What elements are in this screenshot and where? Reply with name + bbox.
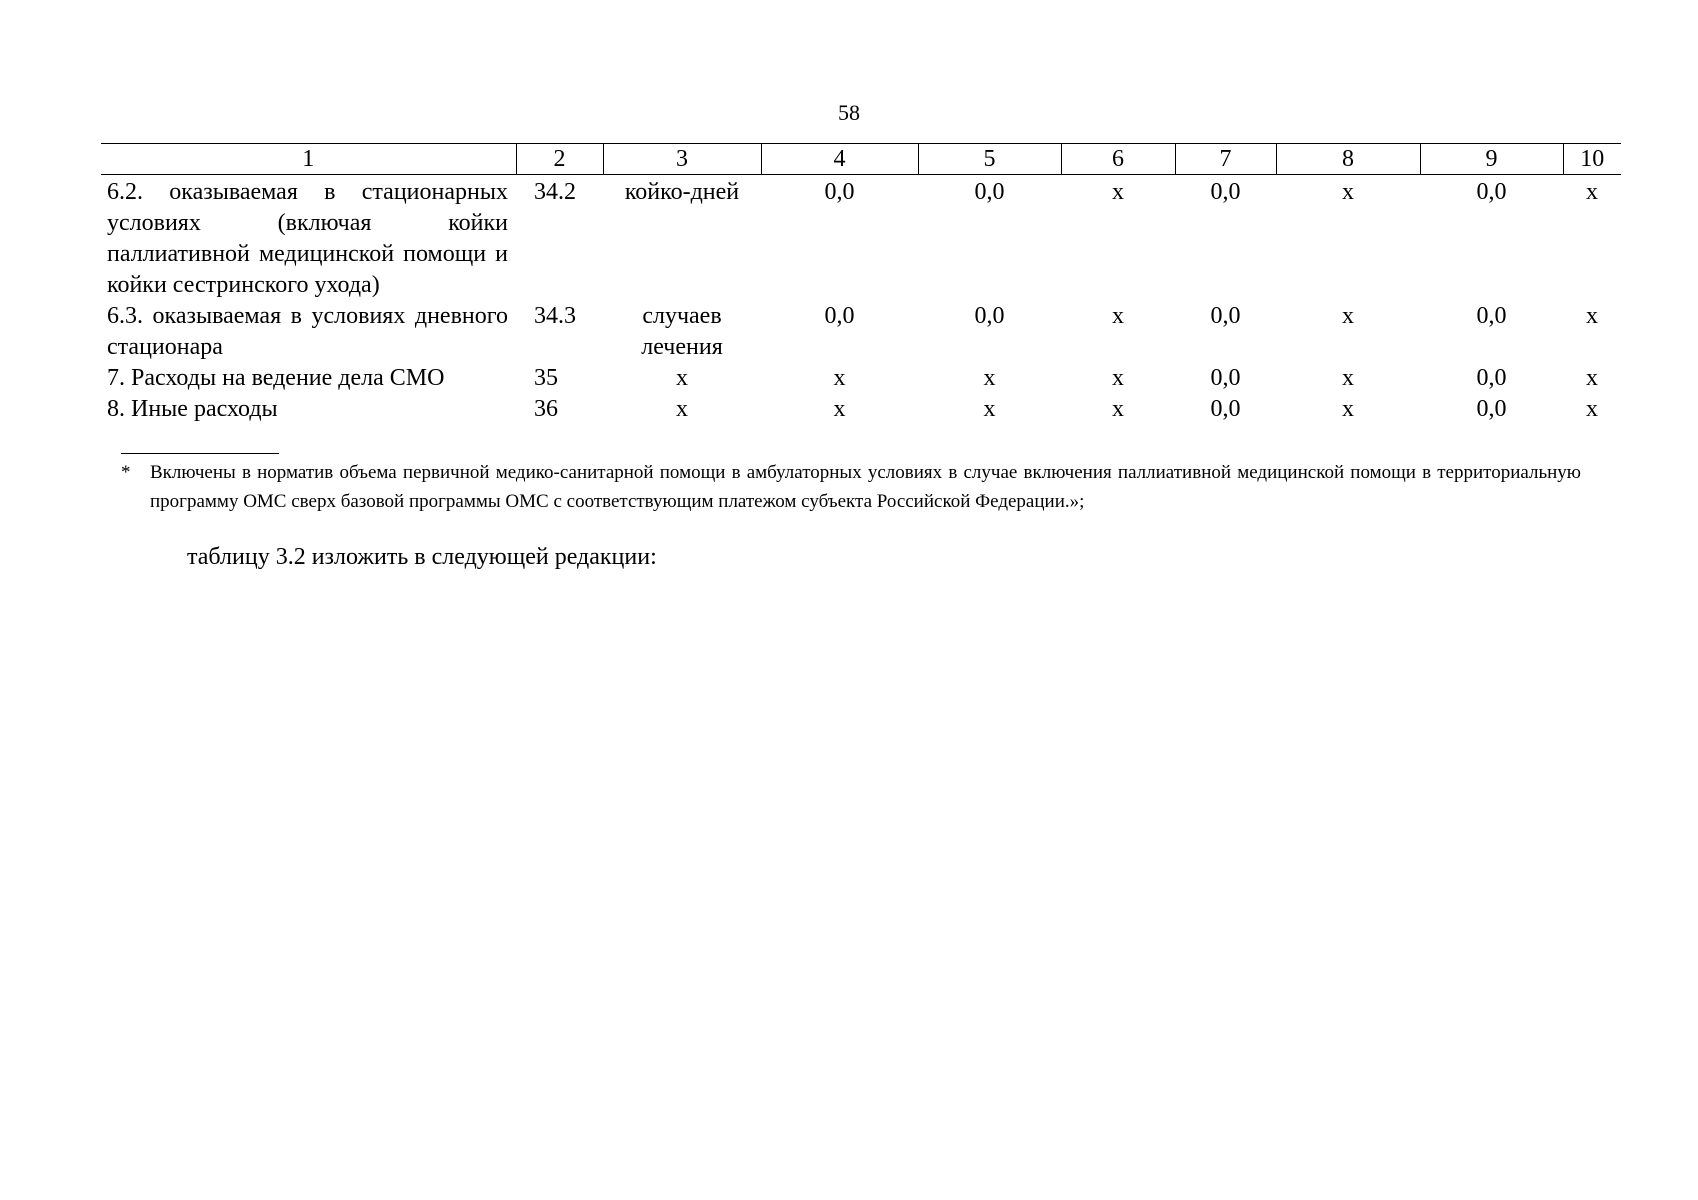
header-row (101, 144, 1621, 175)
table-row (101, 363, 1621, 394)
column-header: 6 (1061, 144, 1175, 175)
table-row (101, 394, 1621, 425)
row-name: 6.2. оказываемая в стационарных условиях (включая койки паллиативной медицинской помощи и койки сестринского ухода) (107, 179, 508, 298)
table-cell: 0,0 (1476, 365, 1507, 391)
row-code: 35 (534, 365, 558, 391)
table-cell: 0,0 (974, 179, 1005, 205)
table-cell: х (1342, 303, 1354, 329)
table-cell: х (1112, 179, 1124, 205)
row-code: 34.3 (534, 303, 576, 329)
table-cell: 0,0 (1476, 179, 1507, 205)
column-header: 8 (1276, 144, 1420, 175)
footnote (121, 458, 1581, 516)
unit-cell: случаев лечения (641, 303, 723, 360)
table-cell: 0,0 (824, 303, 855, 329)
row-code: 34.2 (534, 179, 576, 205)
table-cell: х (1342, 365, 1354, 391)
table-cell: 0,0 (1210, 396, 1241, 422)
table-cell: 0,0 (974, 303, 1005, 329)
column-header: 10 (1563, 144, 1621, 175)
row-code: 36 (534, 396, 558, 422)
column-header: 2 (516, 144, 603, 175)
table-cell: 0,0 (1476, 396, 1507, 422)
row-name: 8. Иные расходы (107, 396, 278, 422)
unit-cell: х (676, 365, 688, 391)
table-cell: х (1342, 179, 1354, 205)
row-name: 6.3. оказываемая в условиях дневного стационара (107, 303, 508, 360)
table-cell: х (1112, 396, 1124, 422)
table-cell: х (1586, 303, 1598, 329)
table-cell: х (983, 396, 996, 422)
row-name: 7. Расходы на ведение дела СМО (107, 365, 445, 391)
table-cell: х (1112, 365, 1124, 391)
table-cell: х (1112, 303, 1124, 329)
unit-cell: койко-дней (624, 179, 740, 205)
table-cell: 0,0 (1210, 365, 1241, 391)
table-cell: 0,0 (1476, 303, 1507, 329)
table-cell: х (833, 396, 846, 422)
table-cell: х (983, 365, 996, 391)
column-header: 4 (761, 144, 918, 175)
column-header: 3 (603, 144, 761, 175)
table-cell: 0,0 (1210, 303, 1241, 329)
table-cell: 0,0 (824, 179, 855, 205)
data-table (101, 143, 1621, 425)
table-row (101, 301, 1621, 363)
column-header: 9 (1420, 144, 1563, 175)
column-header: 5 (918, 144, 1061, 175)
table-cell: 0,0 (1210, 179, 1241, 205)
table-cell: х (833, 365, 846, 391)
table-cell: х (1342, 396, 1354, 422)
column-header: 1 (101, 144, 516, 175)
footnote-separator (121, 453, 279, 454)
page-number: 58 (838, 100, 860, 125)
table-row (101, 175, 1621, 302)
table-cell: х (1586, 365, 1598, 391)
table-cell: х (1586, 179, 1598, 205)
footnote-text: Включены в норматив объема первичной медико-санитарной помощи в амбулаторных условиях в случае включения паллиативной медицинской помощи в территориальную программу ОМС сверх базовой программы ОМС с соответствующим платежом субъекта Российской Федерации.»; (150, 462, 1581, 512)
column-header: 7 (1175, 144, 1276, 175)
footnote-marker: * (121, 462, 131, 483)
unit-cell: х (676, 396, 688, 422)
table-cell: х (1586, 396, 1598, 422)
instruction-text: таблицу 3.2 изложить в следующей редакции: (187, 544, 657, 570)
